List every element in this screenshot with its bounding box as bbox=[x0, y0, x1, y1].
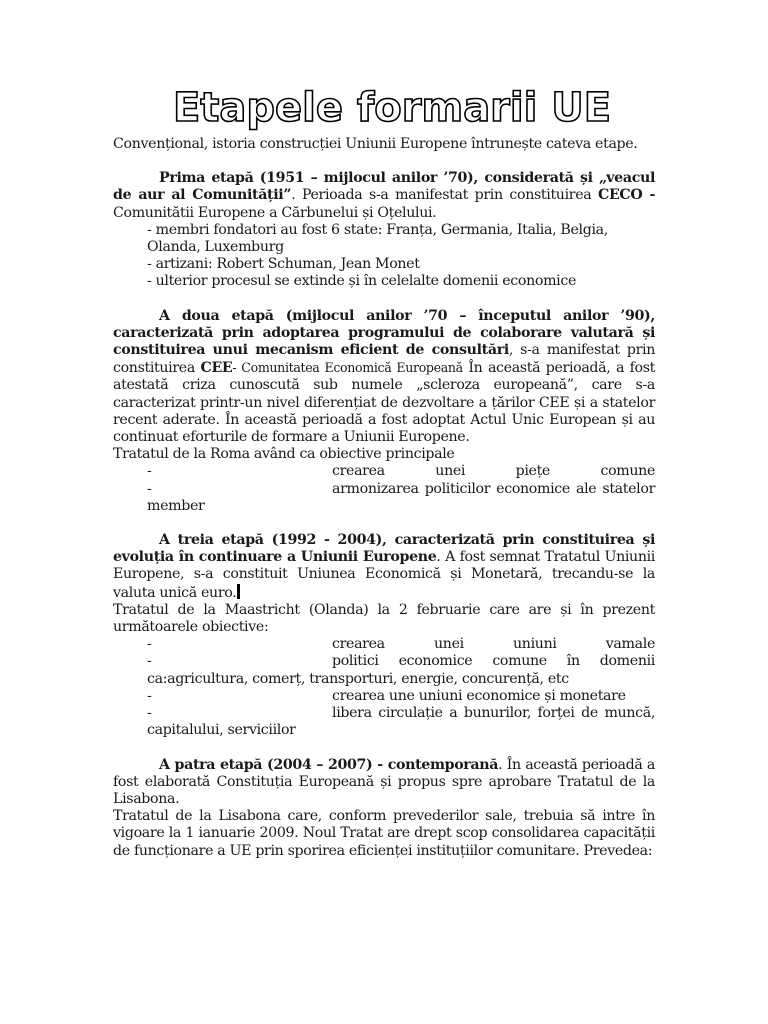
list-item: - politici economice comune în domenii bbox=[147, 653, 655, 670]
intro-paragraph: Convențional, istoria construcției Uniunii Europene întrunește cateva etape. bbox=[113, 136, 638, 152]
document-page bbox=[113, 84, 655, 860]
list-item: - libera circulație a bunurilor, forței de muncă, bbox=[147, 705, 655, 722]
list-item: - crearea unei piețe comune bbox=[147, 463, 655, 480]
list-item: - crearea une uniuni economice și monetare bbox=[147, 687, 626, 704]
stage3-heading: A treia etapă (1992 - 2004), caracterizată prin constituirea și evoluția în continuare a Uniunii Europene bbox=[113, 532, 655, 566]
list-item-continuation: capitalului, serviciilor bbox=[147, 722, 296, 739]
text-cursor bbox=[237, 584, 240, 599]
list-item-continuation: ca:agricultura, comerț, transporturi, energie, concurență, etc bbox=[147, 670, 569, 687]
stage4-heading: A patra etapă (2004 – 2007) - contemporană bbox=[159, 756, 499, 773]
list-item: - ulterior procesul se extinde și în celelalte domenii economice bbox=[147, 273, 577, 290]
maastricht-intro: Tratatul de la Maastricht (Olanda) la 2 februarie care are și în prezent următoarele obiective: bbox=[113, 601, 655, 636]
stage1-list bbox=[113, 222, 655, 291]
stage1-heading: Prima etapă (1951 – mijlocul anilor ’70), considerată și „veacul de aur al Comunității” bbox=[113, 170, 655, 204]
ceco-label: CECO - bbox=[598, 187, 656, 204]
stage4-paragraph: A patra etapă (2004 – 2007) - contemporană. În această perioadă a fost elaborată Constituția Europeană și propus spre aprobare Tratatul de la Lisabona. bbox=[113, 756, 655, 807]
stage3-paragraph: A treia etapă (1992 - 2004), caracterizată prin constituirea și evoluția în continuare a Uniunii Europene. A fost semnat Tratatul Uniunii Europene, s-a constituit Uniunea Economică și Monetară, trecandu-se la valuta unică euro. bbox=[113, 532, 655, 601]
list-item: - membri fondatori au fost 6 state: Franța, Germania, Italia, Belgia, Olanda, Luxemburg bbox=[147, 221, 608, 256]
stage2-heading: A doua etapă (mijlocul anilor ’70 – începutul anilor ’90), caracterizată prin adoptarea programului de colaborare valutară și constituirea unui mecanism eficient de consultări bbox=[113, 307, 655, 359]
list-item: - artizani: Robert Schuman, Jean Monet bbox=[147, 256, 420, 273]
document-title: Etapele formarii UE bbox=[172, 85, 612, 131]
list-item-continuation: member bbox=[147, 497, 205, 514]
list-item: - armonizarea politicilor economice ale statelor bbox=[147, 480, 655, 497]
list-item: - crearea unei uniuni vamale bbox=[147, 636, 655, 653]
roma-intro: Tratatul de la Roma având ca obiective principale bbox=[113, 446, 455, 463]
cee-label: CEE bbox=[200, 360, 233, 377]
stage2-paragraph: A doua etapă (mijlocul anilor ’70 – începutul anilor ’90), caracterizată prin adoptarea programului de colaborare valutară și constituirea unui mecanism eficient de consultări, s-a manifestat prin constituirea CEE- Comunitatea Economică Europeană În această perioadă, a fost atestată criza cunoscută sub numele „scleroza europeană”, care s-a caracterizat printr-un nivel diferențiat de dezvoltare a țărilor CEE și a statelor recent aderate. În această perioadă a fost adoptat Actul Unic European și au continuat eforturile de formare a Uniunii Europene. bbox=[113, 307, 655, 446]
lisabona-paragraph: Tratatul de la Lisabona care, conform prevederilor sale, trebuia să intre în vigoare la 1 ianuarie 2009. Noul Tratat are drept scop consolidarea capacității de funcționare a UE prin sporirea eficienței instituțiilor comunitare. Prevedea: bbox=[113, 808, 655, 859]
stage1-paragraph: Prima etapă (1951 – mijlocul anilor ’70), considerată și „veacul de aur al Comunității”. Perioada s-a manifestat prin constituirea CECO - Comunitătii Europene a Cărbunelui și Oțelului. bbox=[113, 170, 656, 221]
